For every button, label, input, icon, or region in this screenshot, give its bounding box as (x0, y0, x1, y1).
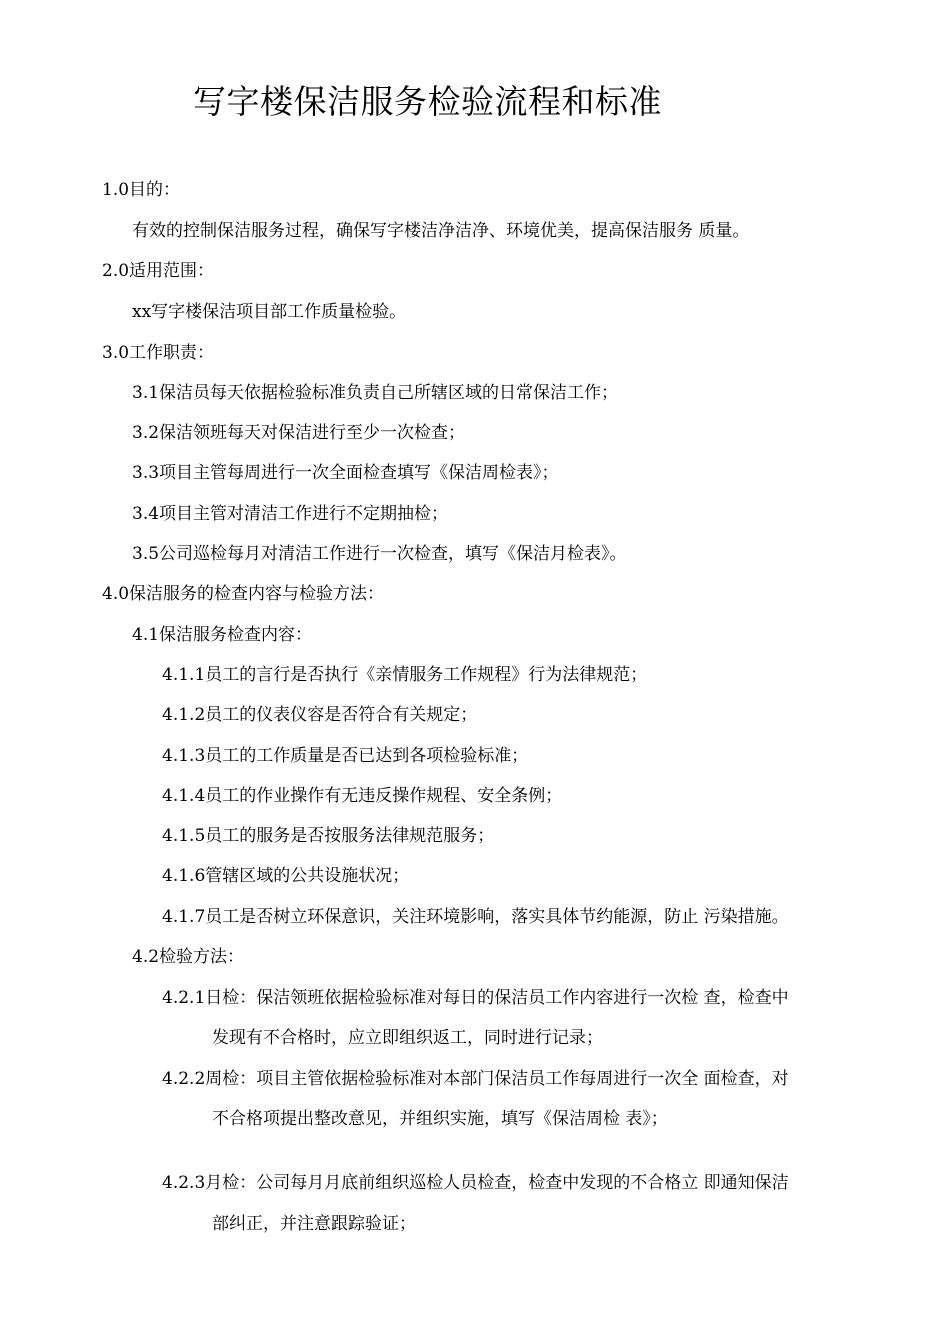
method-item-line: 部纠正，并注意跟踪验证； (212, 1214, 416, 1234)
method-item-line: 4.2.2周检：项目主管依据检验标准对本部门保洁员工作每周进行一次全 面检查，对 (162, 1069, 789, 1089)
section-heading-scope: 2.0适用范围： (102, 261, 215, 281)
method-item-line: 不合格项提出整改意见，并组织实施，填写《保洁周检 表》； (212, 1109, 668, 1129)
method-item-line: 4.2.3月检：公司每月月底前组织巡检人员检查，检查中发现的不合格立 即通知保洁 (162, 1173, 789, 1193)
content-item: 4.1.5员工的服务是否按服务法律规范服务； (162, 826, 495, 846)
section-heading-duties: 3.0工作职责： (102, 343, 215, 363)
content-item: 4.1.6管辖区域的公共设施状况； (162, 866, 410, 886)
page-title: 写字楼保洁服务检验流程和标准 (193, 82, 662, 121)
content-item: 4.1.1员工的言行是否执行《亲情服务工作规程》行为法律规范； (162, 665, 648, 685)
duty-item: 3.3项目主管每周进行一次全面检查填写《保洁周检表》； (132, 463, 559, 483)
section-heading-inspection: 4.0保洁服务的检查内容与检验方法： (102, 584, 385, 604)
subsection-heading-methods: 4.2检验方法： (132, 947, 245, 967)
method-item-line: 4.2.1日检：保洁领班依据检验标准对每日的保洁员工作内容进行一次检 查，检查中 (162, 988, 789, 1008)
section-body-scope: xx写字楼保洁项目部工作质量检验。 (132, 302, 407, 322)
duty-item: 3.1保洁员每天依据检验标准负责自己所辖区域的日常保洁工作； (132, 383, 619, 403)
content-item: 4.1.3员工的工作质量是否已达到各项检验标准； (162, 746, 529, 766)
subsection-heading-content: 4.1保洁服务检查内容： (132, 625, 313, 645)
duty-item: 3.4项目主管对清洁工作进行不定期抽检； (132, 504, 449, 524)
section-heading-purpose: 1.0目的： (102, 180, 181, 200)
duty-item: 3.5公司巡检每月对清洁工作进行一次检查，填写《保洁月检表》。 (132, 544, 627, 564)
content-item: 4.1.7员工是否树立环保意识，关注环境影响，落实具体节约能源，防止 污染措施。 (162, 907, 789, 927)
section-body-purpose: 有效的控制保洁服务过程，确保写字楼洁净洁净、环境优美，提高保洁服务 质量。 (132, 221, 750, 241)
duty-item: 3.2保洁领班每天对保洁进行至少一次检查； (132, 423, 466, 443)
content-item: 4.1.4员工的作业操作有无违反操作规程、安全条例； (162, 786, 563, 806)
method-item-line: 发现有不合格时，应立即组织返工，同时进行记录； (212, 1028, 603, 1048)
content-item: 4.1.2员工的仪表仪容是否符合有关规定； (162, 705, 478, 725)
